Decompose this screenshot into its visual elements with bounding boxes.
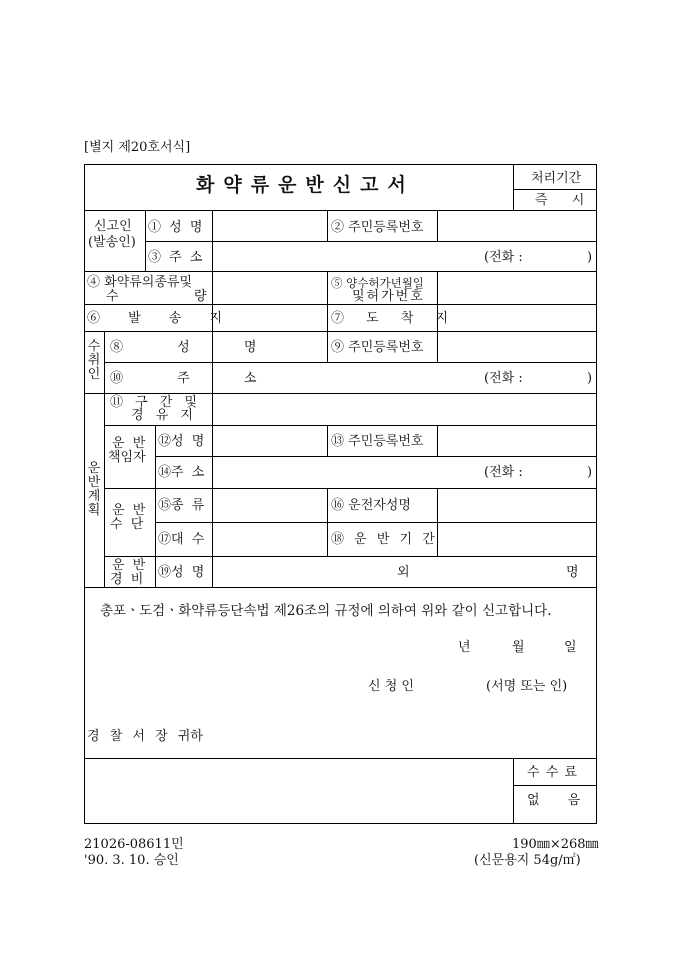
guard-label-l2: 경 비 — [110, 572, 144, 587]
form-label: [별지 제20호서식] — [84, 140, 191, 155]
receiver-phone-label: (전화 : — [484, 371, 523, 386]
reporter-rrn-label: ② 주민등록번호 — [331, 220, 424, 235]
permit-number-label: 및허가번호 — [352, 289, 425, 304]
date-year: 년 — [458, 640, 471, 655]
vehicle-type-label: ⑮종 류 — [158, 498, 205, 513]
v-line — [513, 758, 514, 824]
responsible-name-label: ⑫성 명 — [158, 434, 205, 449]
guard-label: 운 반 — [112, 558, 146, 573]
addressee: 경 찰 서 장 귀하 — [87, 729, 203, 744]
paper-size: 190㎜×268㎜ — [512, 837, 599, 852]
h-line — [84, 271, 597, 272]
h-line — [84, 758, 597, 759]
h-line — [84, 587, 597, 588]
approval-date: '90. 3. 10. 승인 — [84, 853, 179, 868]
receiver-name-label: ⑧ 성 명 — [110, 340, 257, 355]
date-month: 월 — [512, 640, 525, 655]
date-day: 일 — [564, 640, 577, 655]
route-label: ⑪ 구 간 및 — [110, 395, 198, 410]
form-title: 화약류운반신고서 — [196, 174, 415, 196]
v-line — [327, 271, 328, 362]
paper-type: (신문용지 54g/㎡) — [474, 853, 581, 868]
legal-statement: 총포ㆍ도검ㆍ화약류등단속법 제26조의 규정에 의하여 위와 같이 신고합니다. — [100, 603, 552, 619]
transfer-permit-label: ⑤ 양수허가년월일 — [331, 276, 424, 290]
responsible-phone-close: ) — [587, 465, 593, 480]
fee-header: 수 수 료 — [527, 765, 577, 780]
v-line — [327, 210, 328, 241]
h-line — [104, 362, 597, 363]
departure-label: ⑥ 발 송 지 — [87, 311, 223, 326]
v-line — [513, 164, 514, 210]
vehicle-label: 운 반 — [112, 503, 146, 518]
explosive-qty-label-l2: 수 — [106, 289, 119, 304]
guard-others-label: 외 — [397, 565, 410, 580]
h-line — [84, 210, 597, 211]
receiver-rrn-label: ⑨ 주민등록번호 — [331, 340, 424, 355]
receiver-phone-close: ) — [587, 371, 593, 386]
reporter-label: 신고인 — [94, 219, 132, 234]
h-line — [104, 425, 597, 426]
receiver-address-label: ⑩ 주 소 — [110, 371, 257, 386]
processing-period-header: 처리기간 — [531, 171, 582, 186]
guard-name-label: ⑲성 명 — [158, 565, 205, 580]
v-line — [212, 210, 213, 587]
h-line — [513, 189, 597, 190]
fee-value: 없 음 — [527, 793, 581, 808]
reporter-address-label: ③ 주 소 — [148, 250, 203, 265]
transport-period-label: ⑱ 운 반 기 간 — [331, 532, 438, 547]
h-line — [155, 456, 597, 457]
processing-period-value: 즉 시 — [535, 193, 585, 208]
v-line — [104, 331, 105, 587]
receiver-label: 수취인 — [87, 339, 101, 382]
v-line — [437, 210, 438, 241]
route-label-l2: 경 유 지 — [131, 408, 193, 423]
h-line — [84, 304, 597, 305]
guard-persons-label: 명 — [566, 565, 579, 580]
h-line — [84, 331, 597, 332]
responsible-person-label-l2: 책임자 — [108, 450, 146, 465]
applicant-label: 신 청 인 — [368, 679, 414, 694]
h-line — [513, 785, 597, 786]
explosive-type-label: ④ 화약류의종류및 — [87, 275, 193, 290]
form-code: 21026-08611민 — [84, 837, 184, 852]
v-line — [327, 425, 328, 456]
responsible-rrn-label: ⑬ 주민등록번호 — [331, 434, 424, 449]
h-line — [155, 522, 597, 523]
signature-label: (서명 또는 인) — [486, 679, 568, 694]
reporter-label-sub: (발송인) — [88, 235, 136, 250]
reporter-phone-label: (전화 : — [484, 250, 523, 265]
transport-plan-label: 운반계획 — [87, 461, 101, 518]
reporter-name-label: ① 성 명 — [148, 220, 203, 235]
h-line — [84, 393, 597, 394]
responsible-phone-label: (전화 : — [484, 465, 523, 480]
vehicle-label-l2: 수 단 — [110, 517, 144, 532]
v-line — [155, 425, 156, 587]
reporter-phone-close: ) — [587, 250, 593, 265]
destination-label: ⑦ 도 착 지 — [331, 311, 449, 326]
v-line — [437, 425, 438, 456]
driver-name-label: ⑯ 운전자성명 — [331, 498, 411, 513]
responsible-address-label: ⑭주 소 — [158, 465, 205, 480]
h-line — [104, 488, 597, 489]
explosive-qty-label-l3: 량 — [194, 289, 207, 304]
responsible-person-label: 운 반 — [112, 436, 146, 451]
v-line — [145, 210, 146, 271]
h-line — [104, 556, 597, 557]
v-line — [327, 488, 328, 556]
vehicle-count-label: ⑰대 수 — [158, 532, 205, 547]
